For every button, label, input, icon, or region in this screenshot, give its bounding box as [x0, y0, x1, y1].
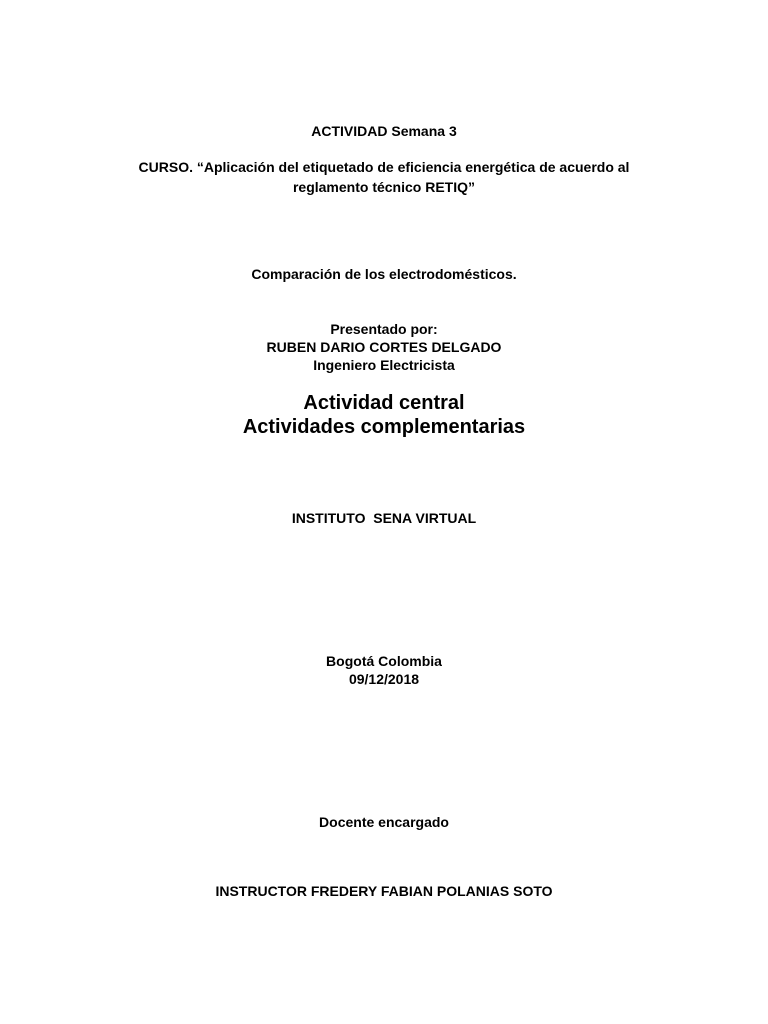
subject: Comparación de los electrodomésticos. [251, 266, 517, 282]
author-title: Ingeniero Electricista [313, 357, 455, 373]
institute: INSTITUTO SENA VIRTUAL [291, 510, 477, 526]
location: Bogotá Colombia [326, 653, 442, 669]
teacher-name: INSTRUCTOR FREDERY FABIAN POLANIAS SOTO [215, 883, 553, 899]
teacher-label: Docente encargado [319, 814, 449, 830]
heading-actividad-central: Actividad central [303, 392, 465, 414]
heading-actividades-complementarias: Actividades complementarias [242, 416, 526, 438]
presented-by-label: Presentado por: [330, 321, 438, 337]
date: 09/12/2018 [348, 671, 420, 687]
course-line-2: reglamento técnico RETIQ” [292, 179, 476, 195]
activity-title: ACTIVIDAD Semana 3 [311, 123, 457, 139]
course-line-1: CURSO. “Aplicación del etiquetado de eficiencia energética de acuerdo al [138, 159, 630, 175]
author-name: RUBEN DARIO CORTES DELGADO [266, 339, 502, 355]
